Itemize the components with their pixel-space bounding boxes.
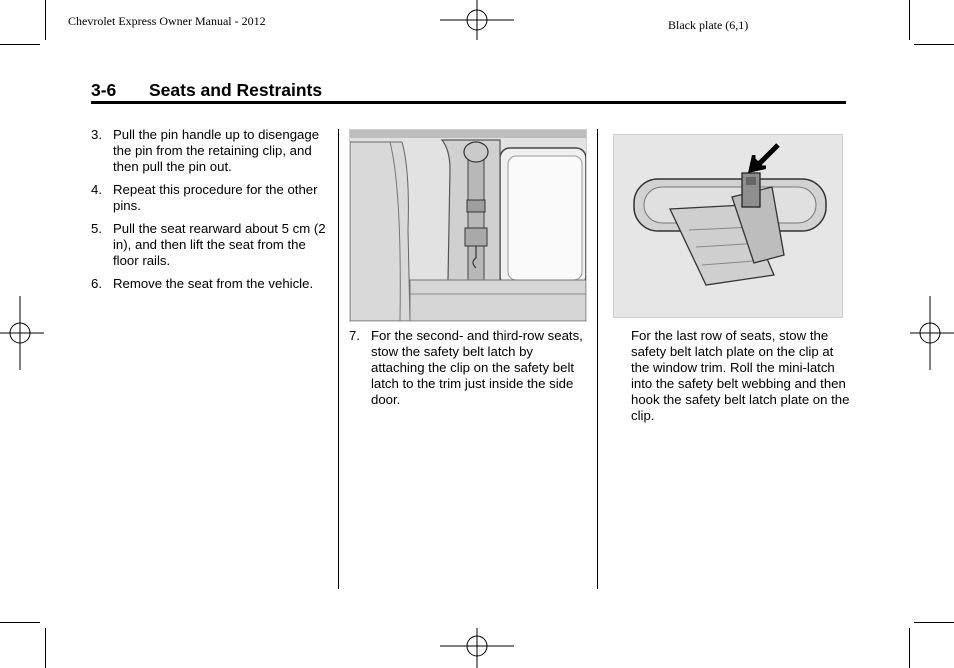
registration-mark-left-icon — [0, 296, 44, 370]
step-text: Pull the seat rearward about 5 cm (2 in), and then lift the seat from the floor rails. — [113, 221, 326, 268]
left-column — [91, 127, 331, 299]
column-divider-right — [597, 129, 598, 589]
step-number: 7. — [349, 328, 360, 343]
step-list — [349, 328, 587, 408]
seat-belt-latch-door-trim-illustration — [349, 129, 587, 322]
running-header-title: Chevrolet Express Owner Manual - 2012 — [68, 14, 266, 28]
list-item — [91, 276, 331, 292]
running-header-plate: Black plate (6,1) — [668, 18, 749, 32]
step-text: Pull the pin handle up to disengage the pin from the retaining clip, and then pull the pin out. — [113, 127, 320, 174]
registration-mark-bottom-icon — [440, 626, 514, 668]
list-item — [91, 182, 331, 214]
heading-rule — [91, 101, 846, 104]
middle-column — [349, 328, 587, 415]
list-item — [91, 127, 331, 175]
registration-mark-top-icon — [440, 0, 514, 44]
latch-plate-window-trim-illustration — [613, 134, 843, 318]
section-heading — [91, 80, 322, 101]
step-text: For the second- and third-row seats, stow the safety belt latch by attaching the clip on the safety belt latch to the trim just inside the side door. — [371, 328, 583, 407]
section-number: 3-6 — [91, 80, 117, 100]
step-number: 3. — [91, 127, 102, 142]
registration-mark-right-icon — [910, 296, 954, 370]
body-paragraph: For the last row of seats, stow the safety belt latch plate on the clip at the window trim. Roll the mini-latch into the safety belt webbing and then hook the safety belt latch plate on the clip. — [631, 328, 850, 423]
step-text: Remove the seat from the vehicle. — [113, 276, 314, 291]
step-list — [91, 127, 331, 292]
step-text: Repeat this procedure for the other pins. — [113, 182, 318, 213]
list-item — [91, 221, 331, 269]
step-number: 6. — [91, 276, 102, 291]
step-number: 5. — [91, 221, 102, 236]
list-item — [349, 328, 587, 408]
step-number: 4. — [91, 182, 102, 197]
right-column — [631, 328, 851, 424]
column-divider-left — [338, 129, 339, 589]
section-title: Seats and Restraints — [149, 80, 323, 100]
